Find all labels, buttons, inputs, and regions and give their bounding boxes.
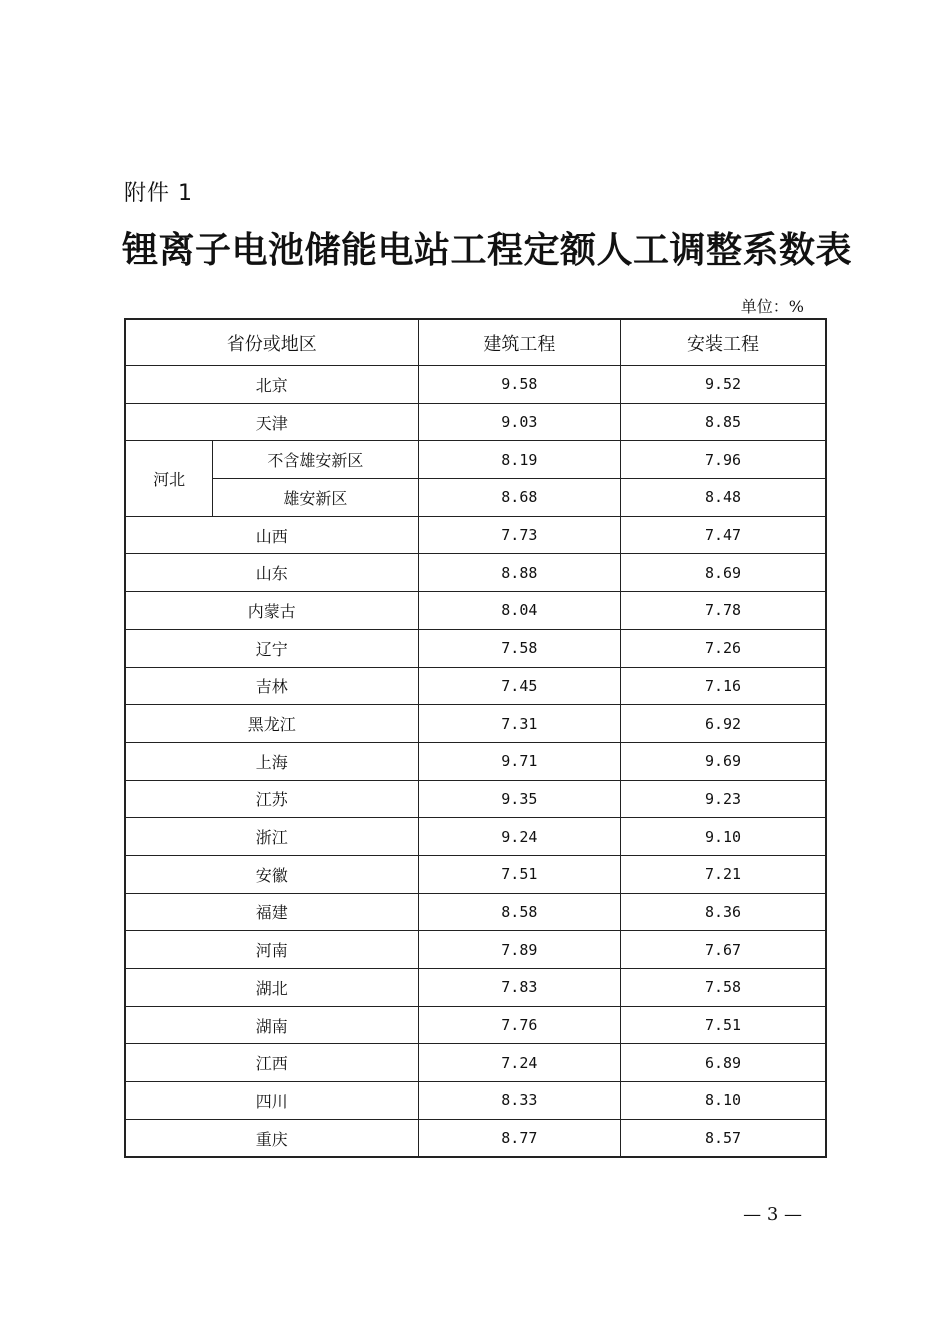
- installation-value: 8.57: [621, 1119, 826, 1157]
- installation-value: 7.96: [621, 441, 826, 479]
- construction-value: 9.58: [418, 366, 620, 404]
- region-group-cell: 河北: [125, 441, 213, 516]
- installation-value: 8.69: [621, 554, 826, 592]
- table-row: [125, 629, 826, 667]
- installation-value: 6.92: [621, 705, 826, 743]
- installation-value: 9.69: [621, 742, 826, 780]
- table-row: [125, 403, 826, 441]
- coefficient-table: [124, 318, 827, 1158]
- table-row: [125, 705, 826, 743]
- column-header-construction: 建筑工程: [418, 319, 620, 366]
- table-row: [125, 969, 826, 1007]
- construction-value: 9.71: [418, 742, 620, 780]
- region-cell: 北京: [125, 366, 418, 404]
- installation-value: 6.89: [621, 1044, 826, 1082]
- table-row: [125, 592, 826, 630]
- region-cell: 吉林: [125, 667, 418, 705]
- installation-value: 9.52: [621, 366, 826, 404]
- table-row: [125, 667, 826, 705]
- region-cell: 上海: [125, 742, 418, 780]
- construction-value: 9.03: [418, 403, 620, 441]
- region-cell: 湖南: [125, 1006, 418, 1044]
- page-number: — 3 —: [743, 1204, 802, 1225]
- table-row: [125, 1119, 826, 1157]
- construction-value: 7.45: [418, 667, 620, 705]
- table-row: [125, 780, 826, 818]
- unit-label: 单位：%: [740, 297, 804, 316]
- region-cell: 内蒙古: [125, 592, 418, 630]
- installation-value: 7.78: [621, 592, 826, 630]
- installation-value: 8.10: [621, 1082, 826, 1120]
- construction-value: 8.88: [418, 554, 620, 592]
- installation-value: 7.16: [621, 667, 826, 705]
- construction-value: 7.31: [418, 705, 620, 743]
- construction-value: 7.51: [418, 855, 620, 893]
- region-cell: 四川: [125, 1082, 418, 1120]
- installation-value: 9.23: [621, 780, 826, 818]
- region-cell: 湖北: [125, 969, 418, 1007]
- region-cell: 山东: [125, 554, 418, 592]
- installation-value: 7.21: [621, 855, 826, 893]
- installation-value: 8.36: [621, 893, 826, 931]
- table-row: [125, 441, 826, 479]
- construction-value: 7.89: [418, 931, 620, 969]
- construction-value: 7.83: [418, 969, 620, 1007]
- table-row: [125, 1044, 826, 1082]
- subregion-cell: 雄安新区: [213, 479, 418, 517]
- column-header-installation: 安装工程: [621, 319, 826, 366]
- subregion-cell: 不含雄安新区: [213, 441, 418, 479]
- installation-value: 7.67: [621, 931, 826, 969]
- region-cell: 辽宁: [125, 629, 418, 667]
- attachment-label: 附件 1: [124, 181, 193, 206]
- installation-value: 8.48: [621, 479, 826, 517]
- construction-value: 8.33: [418, 1082, 620, 1120]
- construction-value: 9.35: [418, 780, 620, 818]
- region-cell: 河南: [125, 931, 418, 969]
- construction-value: 9.24: [418, 818, 620, 856]
- installation-value: 7.47: [621, 516, 826, 554]
- construction-value: 8.77: [418, 1119, 620, 1157]
- table-row: [125, 1082, 826, 1120]
- region-cell: 安徽: [125, 855, 418, 893]
- table-header-row: [125, 319, 826, 366]
- region-cell: 浙江: [125, 818, 418, 856]
- table-row: [125, 366, 826, 404]
- document-title: 锂离子电池储能电站工程定额人工调整系数表: [122, 229, 853, 271]
- region-cell: 山西: [125, 516, 418, 554]
- installation-value: 7.58: [621, 969, 826, 1007]
- construction-value: 7.73: [418, 516, 620, 554]
- region-cell: 江苏: [125, 780, 418, 818]
- construction-value: 7.24: [418, 1044, 620, 1082]
- installation-value: 7.51: [621, 1006, 826, 1044]
- construction-value: 7.58: [418, 629, 620, 667]
- table-row: [125, 479, 826, 517]
- table-row: [125, 742, 826, 780]
- table-row: [125, 931, 826, 969]
- table-row: [125, 516, 826, 554]
- table-row: [125, 818, 826, 856]
- region-cell: 天津: [125, 403, 418, 441]
- installation-value: 9.10: [621, 818, 826, 856]
- column-header-region: 省份或地区: [125, 319, 418, 366]
- region-cell: 江西: [125, 1044, 418, 1082]
- region-cell: 黑龙江: [125, 705, 418, 743]
- table-row: [125, 554, 826, 592]
- region-cell: 福建: [125, 893, 418, 931]
- construction-value: 8.58: [418, 893, 620, 931]
- construction-value: 8.68: [418, 479, 620, 517]
- region-cell: 重庆: [125, 1119, 418, 1157]
- table-row: [125, 893, 826, 931]
- installation-value: 8.85: [621, 403, 826, 441]
- table-row: [125, 1006, 826, 1044]
- construction-value: 8.19: [418, 441, 620, 479]
- installation-value: 7.26: [621, 629, 826, 667]
- construction-value: 7.76: [418, 1006, 620, 1044]
- construction-value: 8.04: [418, 592, 620, 630]
- table-row: [125, 855, 826, 893]
